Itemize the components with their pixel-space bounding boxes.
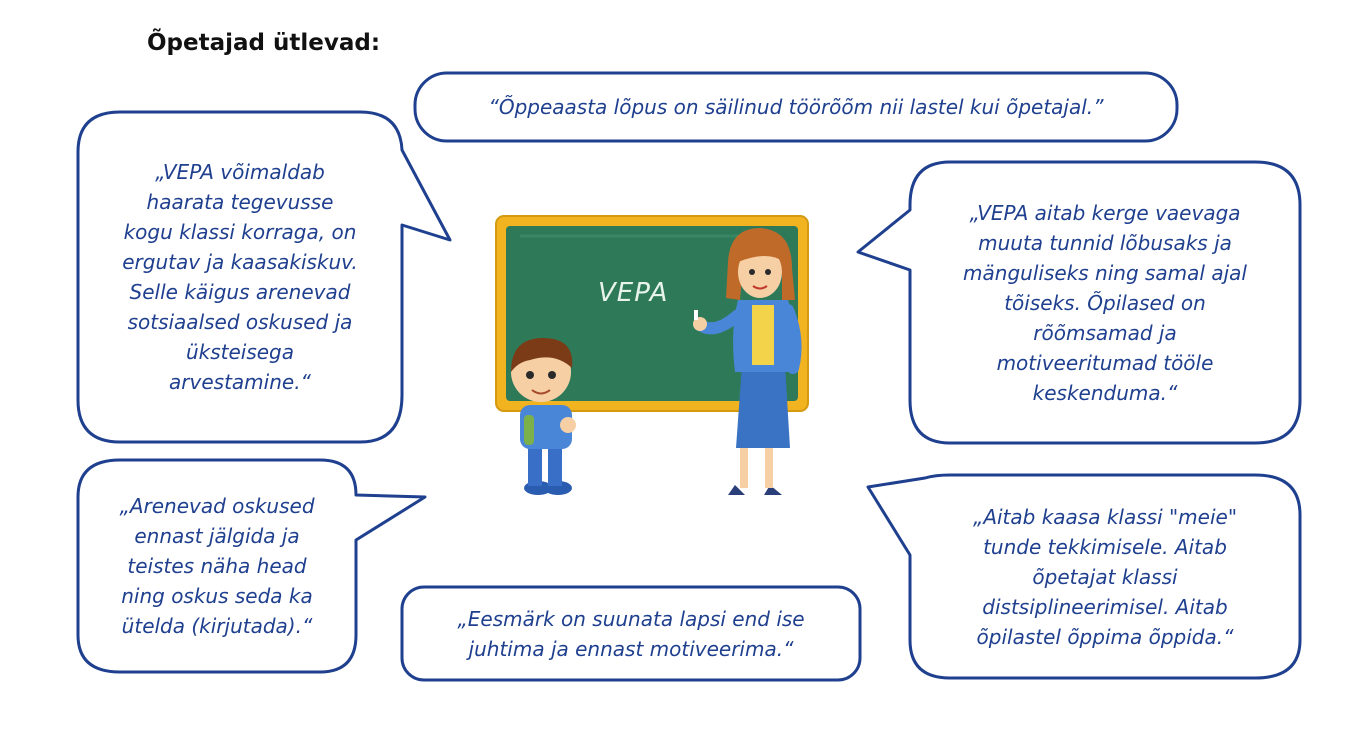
quote-left-bottom: „Arenevad oskused ennast jälgida ja teistes näha head ning oskus seda ka ütelda (kirjutada).“ [119, 494, 315, 638]
quote-top: “Õppeaasta lõpus on säilinud töörõõm nii lastel kui õpetajal.” [488, 95, 1104, 119]
page-heading: Õpetajad ütlevad: [147, 30, 381, 56]
quote-right-top: „VEPA aitab kerge vaevaga muuta tunnid lõbusaks ja mänguliseks ning samal ajal tõiseks. Õpilased on rõõmsamad ja motiveeritumad tööle keskenduma.“ [963, 200, 1247, 405]
quote-bottom-middle: „Eesmärk on suunata lapsi end ise juhtima ja ennast motiveerima.“ [457, 606, 805, 661]
quote-right-bottom: „Aitab kaasa klassi "meie" tunde tekkimisele. Aitab õpetajat klassi distsiplineerimisel. Aitab õpilastel õppima õppida.“ [972, 504, 1238, 649]
quote-left-top: „VEPA võimaldab haarata tegevusse kogu klassi korraga, on ergutav ja kaasakiskuv. Selle käigus arenevad sotsiaalsed oskused ja üksteisega arvestamine.“ [122, 160, 358, 394]
chalkboard-text: VEPA [598, 278, 669, 308]
boy-figure [511, 338, 576, 495]
